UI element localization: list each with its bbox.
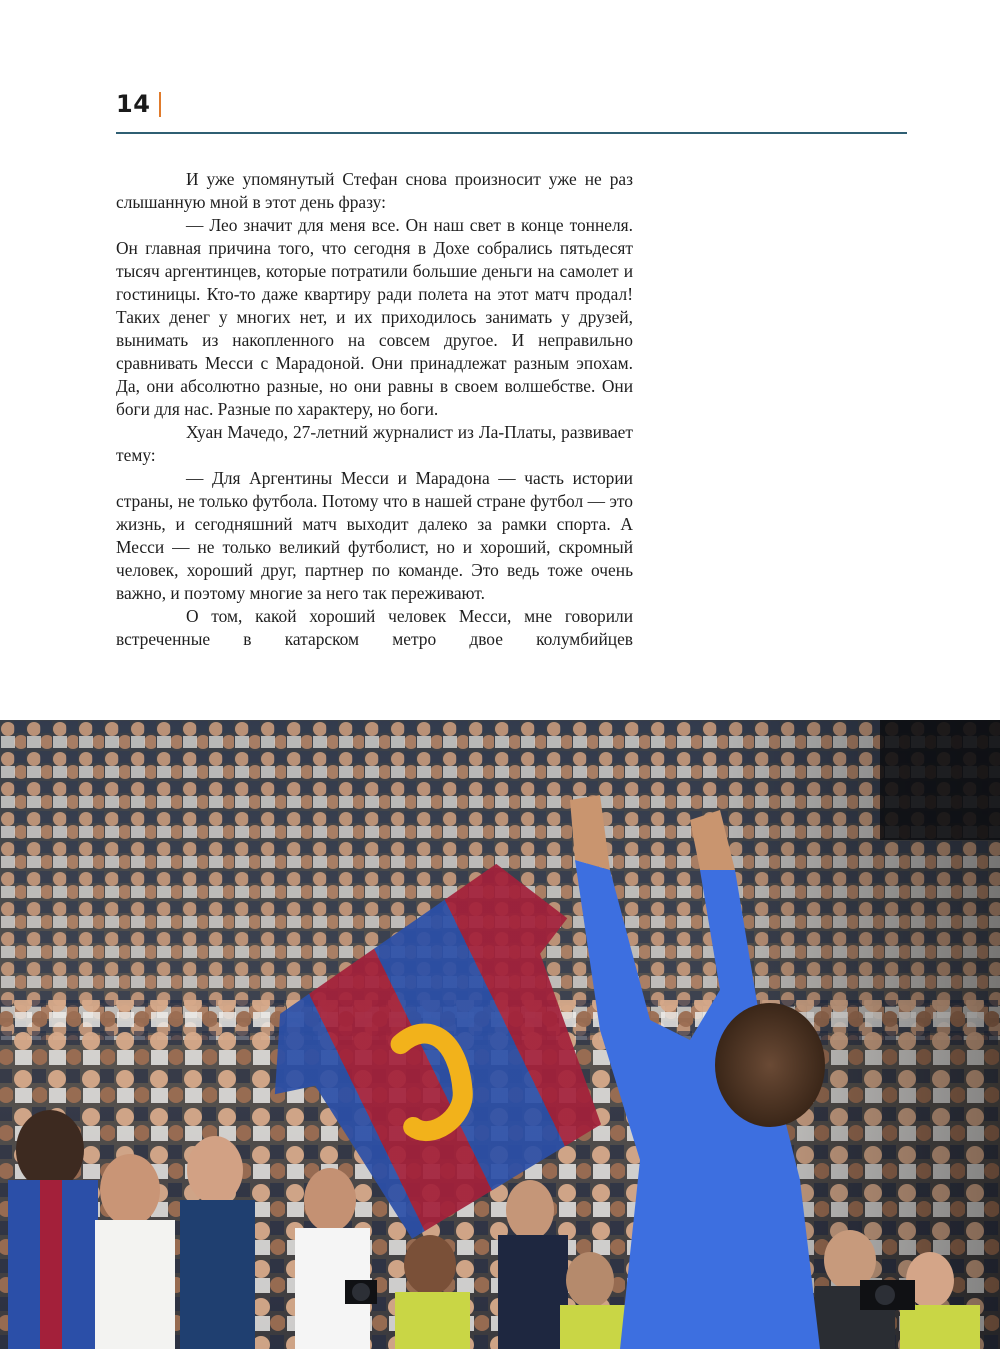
paragraph-1: И уже упомянутый Стефан снова произносит уже не раз слышанную мной в этот день фразу: <box>116 169 633 212</box>
header-rule <box>116 132 907 134</box>
stadium-photo-illustration <box>0 720 1000 1349</box>
stadium-photo <box>0 720 1000 1349</box>
paragraph-3: Хуан Мачедо, 27-летний журналист из Ла-Платы, развивает тему: <box>116 422 633 465</box>
page-number: 14 <box>116 90 151 118</box>
paragraph-4: — Для Аргентины Месси и Марадона — часть истории страны, не только футбола. Потому что в нашей стране футбол — это жизнь, и сегодняшний матч выходит далеко за рамки спорта. А Месси — не только великий футболист, но и хороший, скромный человек, хороший друг, партнер по команде. Это ведь тоже очень важно, и поэтому многие за него так переживают. <box>116 468 633 603</box>
paragraph-2: — Лео значит для меня все. Он наш свет в конце тоннеля. Он главная причина того, что сегодня в Дохе собрались пятьдесят тысяч аргентинцев, которые потратили большие деньги на самолет и гостиницы. Кто-то даже квартиру ради полета на этот матч продал! Таких денег у многих нет, и их приходилось занимать у друзей, вынимать из накопленного на совсем другое. И неправильно сравнивать Месси с Марадоной. Они принадлежат разным эпохам. Да, они абсолютно разные, но они равны в своем волшебстве. Они боги для нас. Разные по характеру, но боги. <box>116 215 633 419</box>
paragraph-5: О том, какой хороший человек Месси, мне говорили встреченные в катарском метро двое колумбийцев <box>116 606 633 649</box>
body-text <box>116 168 633 651</box>
page-number-accent-bar <box>159 92 161 117</box>
